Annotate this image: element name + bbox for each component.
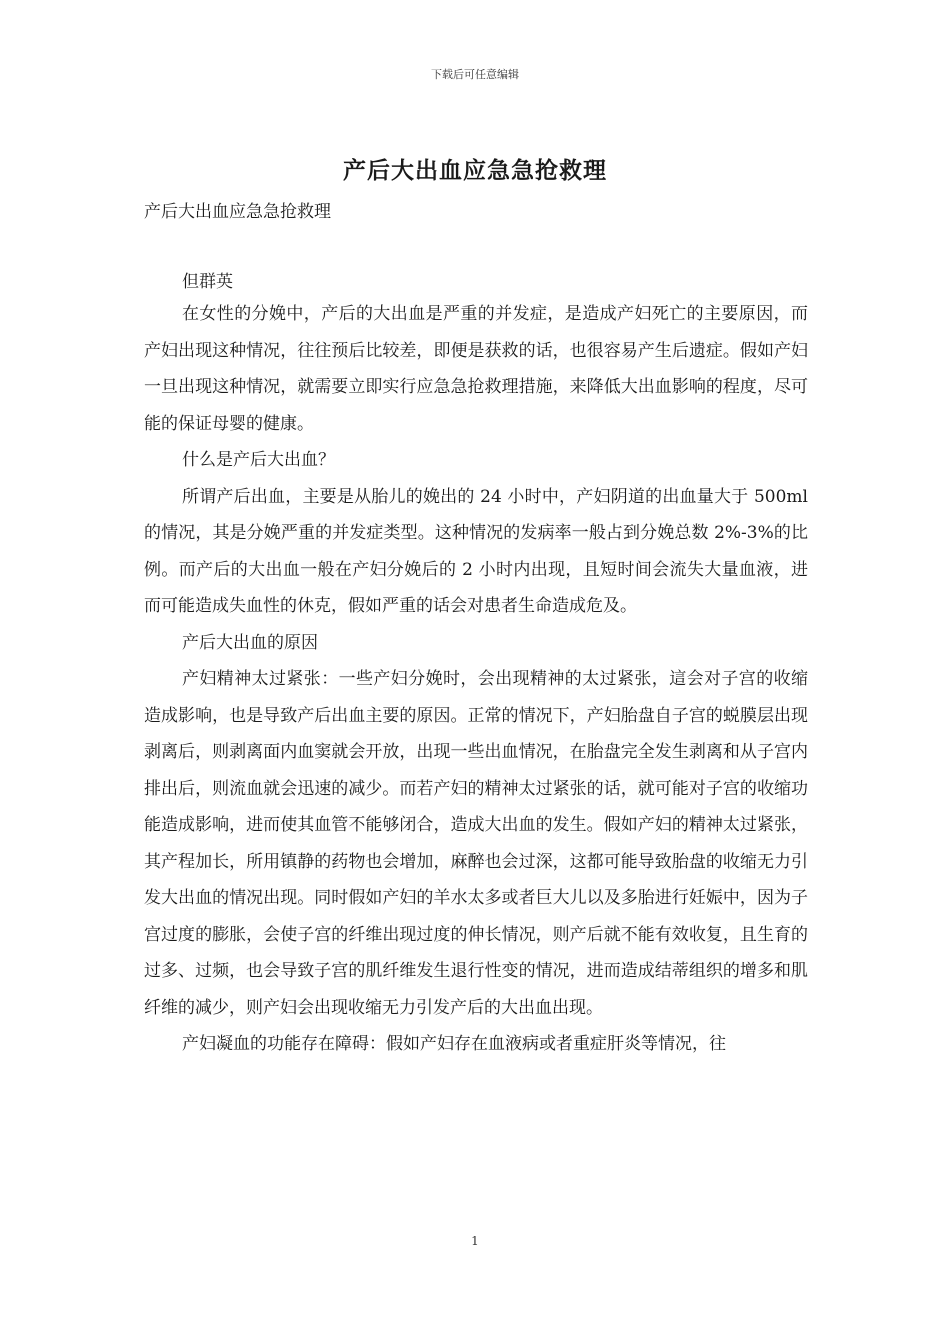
paragraph-cause-tension: 产妇精神太过紧张：一些产妇分娩时，会出现精神的太过紧张，這会对子宫的收缩造成影响，也是导致产后出血主要的原因。正常的情况下，产妇胎盘自子宫的蜕膜层出现剥离后，则剥离面内血窦就会开放，出现一些出血情况，在胎盘完全发生剥离和从子宫内排出后，则流血就会迅速的减少。而若产妇的精神太过紧张的话，就可能对子宫的收缩功能造成影响，进而使其血管不能够闭合，造成大出血的发生。假如产妇的精神太过紧张，其产程加长，所用镇静的药物也会增加，麻醉也会过深，这都可能导致胎盘的收缩无力引发大出血的情况出现。同时假如产妇的羊水太多或者巨大儿以及多胎进行妊娠中，因为子宫过度的膨胀，会使子宫的纤维出现过度的伸长情况，则产后就不能有效收复，且生育的过多、过频，也会导致子宫的肌纤维发生退行性变的情况，进而造成结蒂组织的增多和肌纤维的减少，则产妇会出现收缩无力引发产后的大出血出现。 <box>144 669 808 1018</box>
section-heading-what-is: 什么是产后大出血？ <box>182 450 335 470</box>
author-name: 但群英 <box>182 272 233 292</box>
paragraph-definition: 所谓产后出血，主要是从胎儿的娩出的 24 小时中，产妇阴道的出血量大于 500ml 的情况，其是分娩严重的并发症类型。这种情况的发病率一般占到分娩总数 2%-3%的比例。而产后的大出血一般在产妇分娩后的 2 小时内出现，且短时间会流失大量血液，进而可能造成失血性的休克，假如严重的话会对患者生命造成危及。 <box>144 486 808 616</box>
section-heading-causes: 产后大出血的原因 <box>182 632 318 653</box>
page-number: 1 <box>471 1234 479 1248</box>
header-note: 下载后可任意编辑 <box>431 68 519 81</box>
document-title: 产后大出血应急急抢救理 <box>343 157 607 184</box>
paragraph-cause-coagulation: 产妇凝血的功能存在障碍：假如产妇存在血液病或者重症肝炎等情况，往 <box>182 1034 726 1054</box>
document-subtitle: 产后大出血应急急抢救理 <box>144 202 331 222</box>
document-body <box>144 198 808 1063</box>
paragraph-intro: 在女性的分娩中，产后的大出血是严重的并发症，是造成产妇死亡的主要原因，而产妇出现这种情况，往往预后比较差，即便是获救的话，也很容易产生后遗症。假如产妇一旦出现这种情况，就需要立即实行应急急抢救理措施，来降低大出血影响的程度，尽可能的保证母婴的健康。 <box>144 304 808 434</box>
